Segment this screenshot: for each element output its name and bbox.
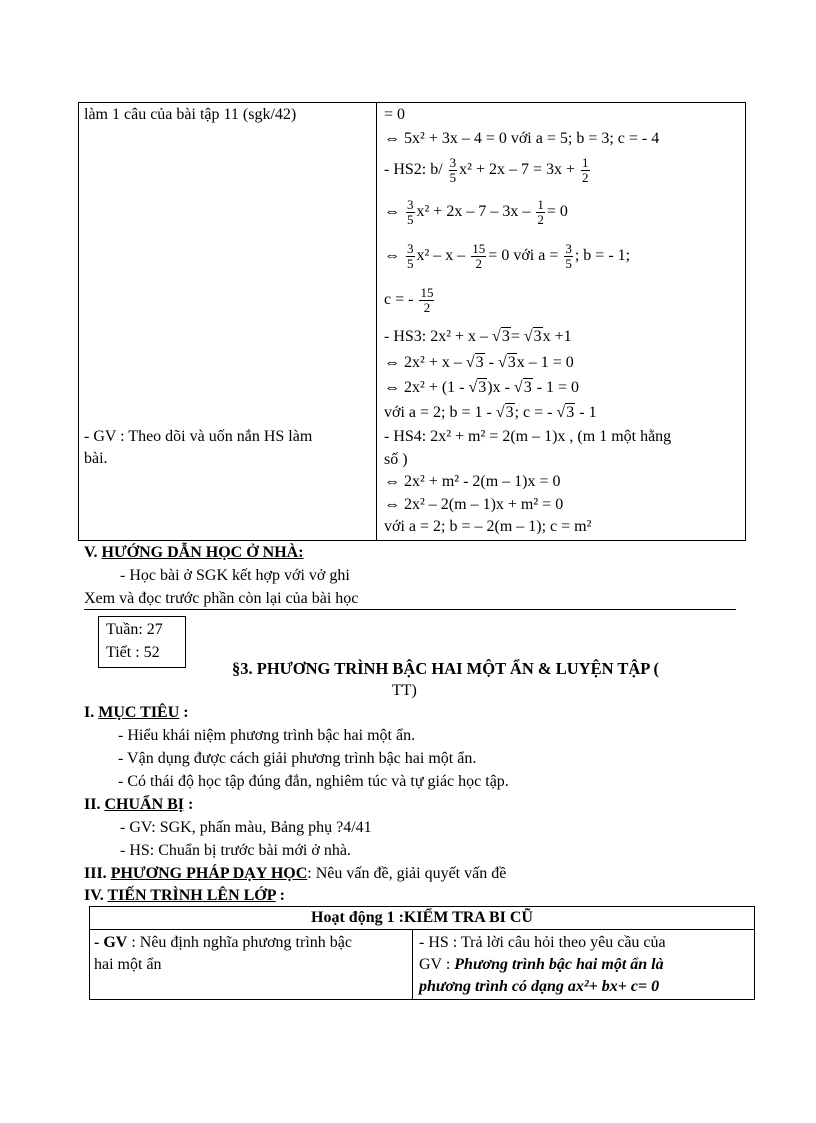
right-line-7: - HS3: 2x² + x – √3= √3x +1 — [384, 328, 572, 345]
right-line-3 — [384, 152, 592, 188]
section-iv-heading: IV. TIẾN TRÌNH LÊN LỚP : — [84, 887, 285, 904]
activity-right-line2: GV : Phương trình bậc hai một ẩn là — [419, 956, 664, 973]
hs2-prefix: - HS2: b/ — [384, 161, 443, 178]
fraction-3-5: $\frac{3}{5}$ — [407, 196, 414, 227]
activity-left-line1: - GV : Nêu định nghĩa phương trình bậc — [94, 934, 352, 951]
right-line-5 — [384, 238, 630, 274]
fraction-15-2: $\frac{15}{2}$ — [420, 284, 434, 315]
fraction-15-2: $\frac{15}{2}$ — [472, 240, 486, 271]
section-v-heading: V. HƯỚNG DẪN HỌC Ở NHÀ: — [84, 544, 304, 561]
section-i-heading: I. MỤC TIÊU : — [84, 704, 189, 721]
activity-header: Hoạt động 1 :KIỂM TRA BI CŨ — [311, 909, 533, 926]
right-line-4 — [384, 194, 568, 230]
activity-right-line3: phương trình có dạng ax²+ bx+ c= 0 — [419, 978, 660, 995]
equiv-sign: ⇔ — [384, 247, 400, 264]
fraction-3-5: $\frac{3}{5}$ — [407, 240, 414, 271]
section-iii-heading: III. PHƯƠNG PHÁP DẠY HỌC: Nêu vấn đề, giải quyết vấn đề — [84, 865, 507, 882]
prep-gv: - GV: SGK, phấn màu, Bảng phụ ?4/41 — [120, 819, 372, 836]
eq4-b: = 0 — [546, 203, 568, 220]
prep-hs: - HS: Chuẩn bị trước bài mới ở nhà. — [120, 842, 351, 859]
eq6-a: c = - — [384, 291, 414, 308]
period-label: Tiết : 52 — [106, 644, 160, 661]
eq5-a: x² – x – — [416, 247, 466, 264]
activity-left-line2: hai một ẩn — [94, 956, 162, 973]
eq5-b: = 0 với a = — [488, 247, 559, 264]
equiv-sign: ⇔ — [384, 203, 400, 220]
objective-3: - Có thái độ học tập đúng đắn, nghiêm túc và tự giác học tập. — [118, 773, 509, 790]
lesson-title-line1: §3. PHƯƠNG TRÌNH BẬC HAI MỘT ẨN & LUYỆN TẬP ( — [232, 659, 660, 678]
section-v-item1: - Học bài ở SGK kết hợp với vở ghi — [120, 567, 350, 584]
right-line-14: ⇔ 2x² – 2(m – 1)x + m² = 0 — [384, 496, 564, 513]
divider-rule — [84, 609, 736, 610]
fraction-3-5: $\frac{3}{5}$ — [449, 154, 457, 185]
right-line-13: ⇔ 2x² + m² - 2(m – 1)x = 0 — [384, 473, 561, 490]
hs2-mid: x² + 2x – 7 = 3x + — [459, 161, 576, 178]
right-line-2: ⇔ 5x² + 3x – 4 = 0 với a = 5; b = 3; c = - 4 — [384, 130, 660, 147]
eq5-c: ; b = - 1; — [574, 247, 631, 264]
objective-1: - Hiểu khái niệm phương trình bậc hai một ẩn. — [118, 727, 416, 744]
left-gv-line1: - GV : Theo dõi và uốn nắn HS làm — [84, 428, 313, 445]
left-intro: làm 1 câu của bài tập 11 (sgk/42) — [84, 106, 297, 123]
left-gv-line2: bài. — [84, 450, 108, 467]
right-line-9: ⇔ 2x² + (1 - √3)x - √3 - 1 = 0 — [384, 379, 580, 396]
right-line-15: với a = 2; b = – 2(m – 1); c = m² — [384, 518, 592, 535]
right-line-1: = 0 — [384, 106, 406, 123]
right-line-11: - HS4: 2x² + m² = 2(m – 1)x , (m 1 một hằng — [384, 428, 672, 445]
right-line-8: ⇔ 2x² + x – √3 - √3x – 1 = 0 — [384, 354, 574, 371]
lesson-title-line2: TT) — [392, 682, 417, 699]
right-line-10: với a = 2; b = 1 - √3; c = - √3 - 1 — [384, 404, 597, 421]
fraction-1-2: $\frac{1}{2}$ — [582, 154, 589, 185]
right-line-6 — [384, 282, 436, 318]
week-label: Tuần: 27 — [106, 621, 163, 638]
section-ii-heading: II. CHUẨN BỊ : — [84, 796, 194, 813]
activity-right-line1: - HS : Trả lời câu hỏi theo yêu cầu của — [419, 934, 666, 951]
activity-header-rule — [89, 929, 755, 930]
fraction-1-2: $\frac{1}{2}$ — [537, 196, 544, 227]
top-table-divider — [376, 102, 377, 540]
section-v-item2: Xem và đọc trước phần còn lại của bài học — [84, 590, 359, 607]
fraction-3-5: $\frac{3}{5}$ — [565, 240, 572, 271]
activity-divider — [412, 929, 413, 999]
right-line-12: số ) — [384, 451, 408, 468]
eq4-a: x² + 2x – 7 – 3x – — [416, 203, 531, 220]
objective-2: - Vận dụng được cách giải phương trình bậc hai một ẩn. — [118, 750, 477, 767]
